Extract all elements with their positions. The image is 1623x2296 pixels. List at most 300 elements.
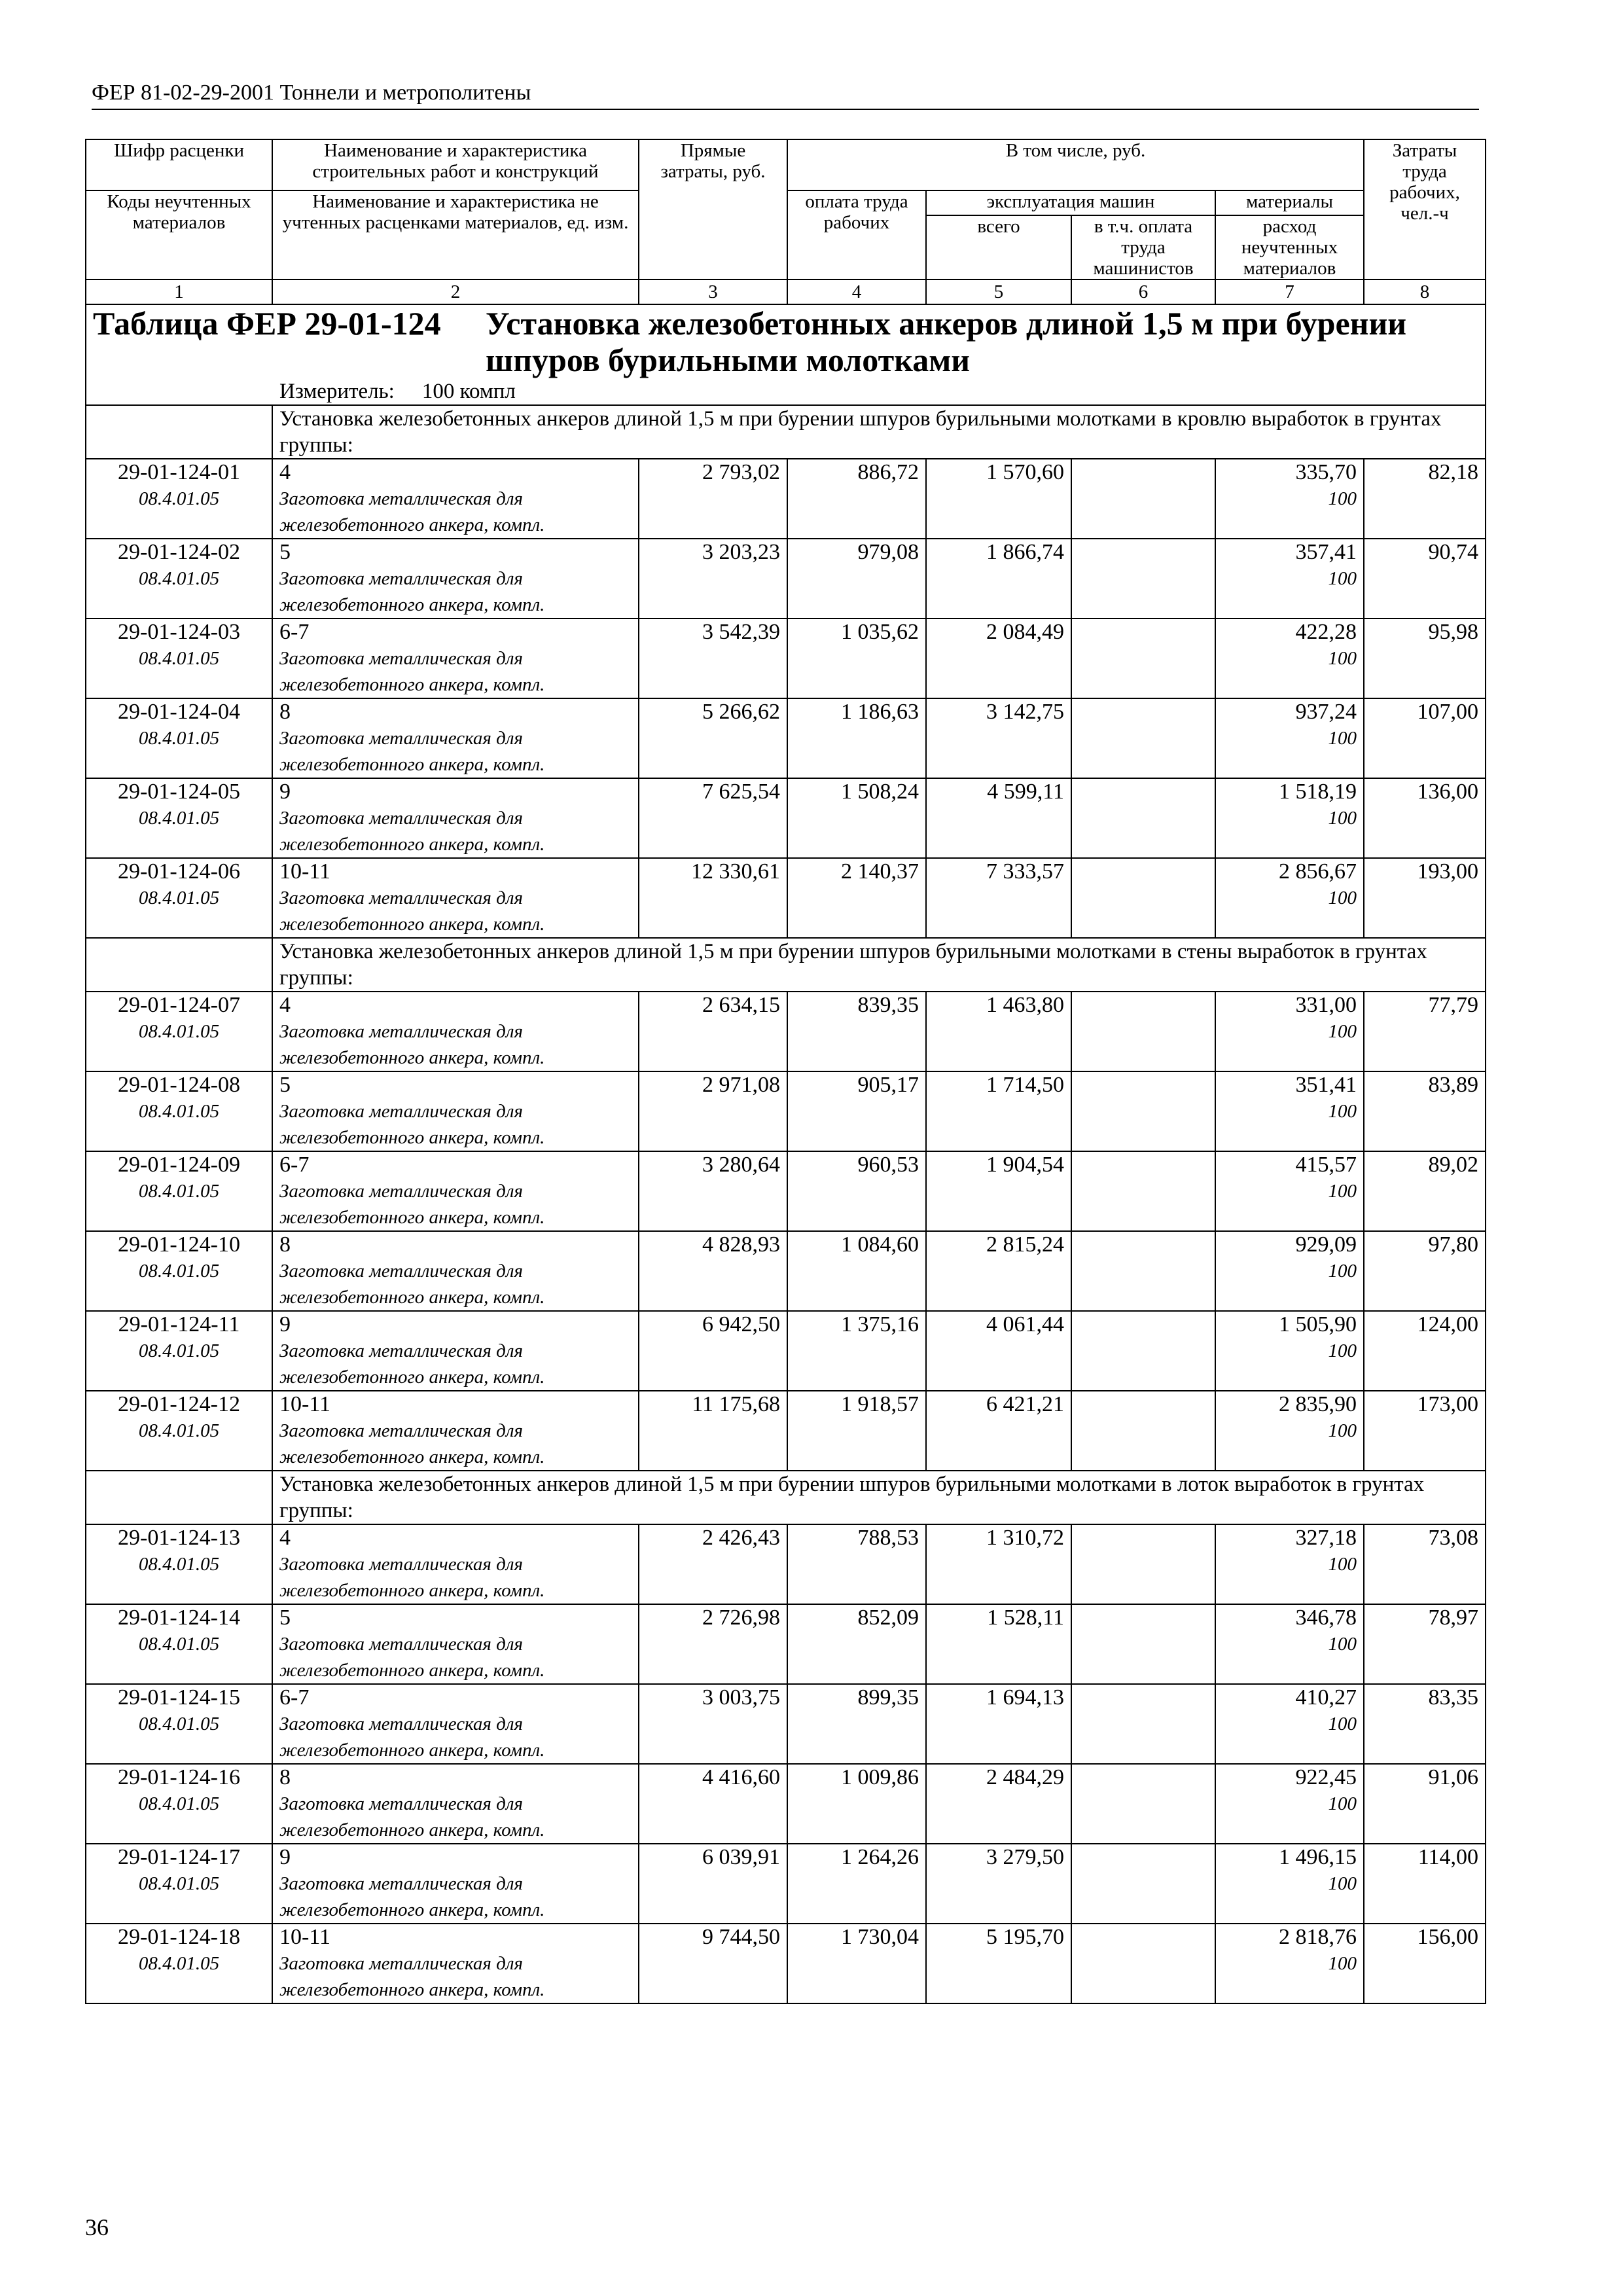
table-row (86, 858, 1486, 938)
table-meter: Измеритель: 100 компл (279, 380, 516, 403)
rate-code-cell (86, 1524, 272, 1604)
rate-code-cell (86, 1764, 272, 1844)
rate-code-cell (86, 1924, 272, 2003)
rate-code: 29-01-124-02 (118, 540, 240, 564)
rate-code: 29-01-124-09 (118, 1153, 240, 1177)
rate-code-cell (86, 1151, 272, 1231)
material-qty: 100 (1328, 1101, 1357, 1122)
materials-cell (1215, 1231, 1364, 1311)
header-col-number: 4 (787, 279, 926, 304)
material-name: Заготовка металлическая для железобетонного анкера, компл. (279, 1420, 545, 1467)
worker-pay: 905,17 (787, 1071, 926, 1151)
soil-group: 8 (279, 700, 291, 724)
materials-cell (1215, 539, 1364, 619)
work-name-cell (272, 619, 639, 698)
materials-cost: 1 518,19 (1279, 780, 1357, 804)
machines-total: 3 279,50 (926, 1844, 1071, 1924)
materials-cell (1215, 778, 1364, 858)
material-code: 08.4.01.05 (138, 1713, 220, 1734)
section-spacer (86, 938, 272, 992)
material-qty: 100 (1328, 1021, 1357, 1042)
direct-cost: 3 203,23 (639, 539, 787, 619)
direct-cost: 6 039,91 (639, 1844, 787, 1924)
machinist-pay (1071, 1311, 1215, 1391)
materials-cost: 1 505,90 (1279, 1312, 1357, 1336)
worker-pay: 1 508,24 (787, 778, 926, 858)
materials-cell (1215, 1684, 1364, 1764)
machinist-pay (1071, 1844, 1215, 1924)
material-code: 08.4.01.05 (138, 1793, 220, 1814)
materials-cost: 2 818,76 (1279, 1925, 1357, 1949)
direct-cost: 5 266,62 (639, 698, 787, 778)
work-name-cell (272, 1311, 639, 1391)
rate-code-cell (86, 778, 272, 858)
worker-pay: 886,72 (787, 459, 926, 539)
worker-pay: 1 009,86 (787, 1764, 926, 1844)
material-name: Заготовка металлическая для железобетонного анкера, компл. (279, 568, 545, 615)
machines-total: 3 142,75 (926, 698, 1071, 778)
material-name: Заготовка металлическая для железобетонного анкера, компл. (279, 1873, 545, 1920)
rate-code-cell (86, 619, 272, 698)
work-name-cell (272, 1764, 639, 1844)
worker-pay: 899,35 (787, 1684, 926, 1764)
machines-total: 1 310,72 (926, 1524, 1071, 1604)
material-code: 08.4.01.05 (138, 1101, 220, 1122)
material-name: Заготовка металлическая для железобетонного анкера, компл. (279, 1261, 545, 1308)
labor-hours: 91,06 (1364, 1764, 1486, 1844)
material-name: Заготовка металлическая для железобетонного анкера, компл. (279, 648, 545, 695)
rate-code-cell (86, 698, 272, 778)
rate-code-cell (86, 1231, 272, 1311)
machines-total: 5 195,70 (926, 1924, 1071, 2003)
rate-code-cell (86, 1844, 272, 1924)
work-name-cell (272, 1391, 639, 1471)
material-name: Заготовка металлическая для железобетонного анкера, компл. (279, 1713, 545, 1761)
header-material-names: Наименование и характеристика не учтенных расценками материалов, ед. изм. (272, 190, 639, 279)
materials-cost: 346,78 (1295, 1605, 1357, 1630)
materials-cell (1215, 992, 1364, 1071)
machinist-pay (1071, 1604, 1215, 1684)
materials-cost: 415,57 (1295, 1153, 1357, 1177)
table-row (86, 1604, 1486, 1684)
labor-hours: 156,00 (1364, 1924, 1486, 2003)
rate-code-cell (86, 858, 272, 938)
labor-hours: 173,00 (1364, 1391, 1486, 1471)
machines-total: 2 815,24 (926, 1231, 1071, 1311)
labor-hours: 193,00 (1364, 858, 1486, 938)
work-name-cell (272, 1924, 639, 2003)
material-code: 08.4.01.05 (138, 1181, 220, 1202)
labor-hours: 83,89 (1364, 1071, 1486, 1151)
material-name: Заготовка металлическая для железобетонного анкера, компл. (279, 1554, 545, 1601)
work-name-cell (272, 1844, 639, 1924)
material-code: 08.4.01.05 (138, 1261, 220, 1282)
worker-pay: 979,08 (787, 539, 926, 619)
rates-table (85, 139, 1486, 2004)
soil-group: 6-7 (279, 1153, 310, 1177)
soil-group: 9 (279, 1845, 291, 1869)
material-qty: 100 (1328, 1181, 1357, 1202)
running-header: ФЕР 81-02-29-2001 Тоннели и метрополитены (92, 80, 1479, 110)
soil-group: 8 (279, 1765, 291, 1789)
material-name: Заготовка металлическая для железобетонного анкера, компл. (279, 1101, 545, 1148)
work-name-cell (272, 1684, 639, 1764)
table-row (86, 1151, 1486, 1231)
direct-cost: 3 542,39 (639, 619, 787, 698)
material-qty: 100 (1328, 568, 1357, 589)
table-row (86, 619, 1486, 698)
soil-group: 9 (279, 1312, 291, 1336)
table-row (86, 778, 1486, 858)
materials-cell (1215, 1604, 1364, 1684)
worker-pay: 1 264,26 (787, 1844, 926, 1924)
rate-code-cell (86, 992, 272, 1071)
materials-cost: 2 856,67 (1279, 859, 1357, 884)
labor-hours: 107,00 (1364, 698, 1486, 778)
material-qty: 100 (1328, 648, 1357, 669)
materials-cost: 929,09 (1295, 1232, 1357, 1257)
material-qty: 100 (1328, 1261, 1357, 1282)
machines-total: 1 694,13 (926, 1684, 1071, 1764)
header-worker-pay: оплата труда рабочих (787, 190, 926, 279)
material-qty: 100 (1328, 1793, 1357, 1814)
labor-hours: 124,00 (1364, 1311, 1486, 1391)
materials-cell (1215, 1311, 1364, 1391)
work-name-cell (272, 858, 639, 938)
materials-cost: 2 835,90 (1279, 1392, 1357, 1416)
table-row (86, 1844, 1486, 1924)
labor-hours: 114,00 (1364, 1844, 1486, 1924)
table-row (86, 1684, 1486, 1764)
direct-cost: 6 942,50 (639, 1311, 787, 1391)
rate-code-cell (86, 1311, 272, 1391)
rate-code-cell (86, 1391, 272, 1471)
material-qty: 100 (1328, 1340, 1357, 1361)
material-name: Заготовка металлическая для железобетонного анкера, компл. (279, 1793, 545, 1840)
rate-code: 29-01-124-15 (118, 1685, 240, 1710)
table-row (86, 1391, 1486, 1471)
material-code: 08.4.01.05 (138, 808, 220, 829)
header-direct-cost: Прямые затраты, руб. (639, 139, 787, 279)
direct-cost: 9 744,50 (639, 1924, 787, 2003)
material-code: 08.4.01.05 (138, 1420, 220, 1441)
direct-cost: 2 426,43 (639, 1524, 787, 1604)
materials-cost: 922,45 (1295, 1765, 1357, 1789)
direct-cost: 11 175,68 (639, 1391, 787, 1471)
material-code: 08.4.01.05 (138, 1873, 220, 1894)
direct-cost: 4 828,93 (639, 1231, 787, 1311)
direct-cost: 2 726,98 (639, 1604, 787, 1684)
rate-code: 29-01-124-06 (118, 859, 240, 884)
header-including: В том числе, руб. (787, 139, 1364, 190)
machinist-pay (1071, 698, 1215, 778)
materials-cell (1215, 1151, 1364, 1231)
worker-pay: 1 035,62 (787, 619, 926, 698)
material-name: Заготовка металлическая для железобетонного анкера, компл. (279, 1634, 545, 1681)
rate-code-cell (86, 1604, 272, 1684)
section-title: Установка железобетонных анкеров длиной 1,5 м при бурении шпуров бурильными молотками в стены выработок в грунтах группы: (272, 938, 1486, 992)
rate-code-cell (86, 539, 272, 619)
worker-pay: 1 730,04 (787, 1924, 926, 2003)
materials-cell (1215, 858, 1364, 938)
table-title-cell (86, 304, 1486, 405)
machinist-pay (1071, 1924, 1215, 2003)
rate-code: 29-01-124-10 (118, 1232, 240, 1257)
rate-code: 29-01-124-14 (118, 1605, 240, 1630)
table-number: Таблица ФЕР 29-01-124 (93, 305, 441, 342)
work-name-cell (272, 1231, 639, 1311)
worker-pay: 1 918,57 (787, 1391, 926, 1471)
materials-cost: 1 496,15 (1279, 1845, 1357, 1869)
table-row (86, 1924, 1486, 2003)
worker-pay: 852,09 (787, 1604, 926, 1684)
table-row (86, 1524, 1486, 1604)
materials-cost: 351,41 (1295, 1073, 1357, 1097)
labor-hours: 78,97 (1364, 1604, 1486, 1684)
soil-group: 8 (279, 1232, 291, 1257)
material-code: 08.4.01.05 (138, 488, 220, 509)
material-qty: 100 (1328, 728, 1357, 749)
material-name: Заготовка металлическая для железобетонного анкера, компл. (279, 1340, 545, 1388)
materials-cost: 410,27 (1295, 1685, 1357, 1710)
table-row (86, 459, 1486, 539)
soil-group: 9 (279, 780, 291, 804)
work-name-cell (272, 1524, 639, 1604)
machines-total: 1 714,50 (926, 1071, 1071, 1151)
materials-cell (1215, 1391, 1364, 1471)
labor-hours: 95,98 (1364, 619, 1486, 698)
rate-code-cell (86, 1684, 272, 1764)
rate-code: 29-01-124-03 (118, 620, 240, 644)
machinist-pay (1071, 778, 1215, 858)
machines-total: 1 904,54 (926, 1151, 1071, 1231)
rate-code: 29-01-124-08 (118, 1073, 240, 1097)
work-name-cell (272, 698, 639, 778)
soil-group: 6-7 (279, 620, 310, 644)
machines-total: 2 484,29 (926, 1764, 1071, 1844)
machinist-pay (1071, 1684, 1215, 1764)
rate-code: 29-01-124-07 (118, 993, 240, 1017)
machinist-pay (1071, 1231, 1215, 1311)
soil-group: 4 (279, 460, 291, 484)
worker-pay: 2 140,37 (787, 858, 926, 938)
direct-cost: 12 330,61 (639, 858, 787, 938)
material-code: 08.4.01.05 (138, 1021, 220, 1042)
header-machines-total: всего (926, 215, 1071, 279)
soil-group: 5 (279, 540, 291, 564)
worker-pay: 1 375,16 (787, 1311, 926, 1391)
materials-cost: 422,28 (1295, 620, 1357, 644)
material-code: 08.4.01.05 (138, 1554, 220, 1575)
material-qty: 100 (1328, 1554, 1357, 1575)
work-name-cell (272, 539, 639, 619)
rate-code: 29-01-124-18 (118, 1925, 240, 1949)
materials-cell (1215, 1071, 1364, 1151)
labor-hours: 73,08 (1364, 1524, 1486, 1604)
material-qty: 100 (1328, 808, 1357, 829)
rate-code: 29-01-124-13 (118, 1526, 240, 1550)
table-name: Установка железобетонных анкеров длиной 1,5 м при бурении шпуров бурильными молотками (486, 305, 1407, 378)
material-name: Заготовка металлическая для железобетонного анкера, компл. (279, 1181, 545, 1228)
section-title: Установка железобетонных анкеров длиной 1,5 м при бурении шпуров бурильными молотками в кровлю выработок в грунтах группы: (272, 405, 1486, 459)
header-name-cell: Наименование и характеристика строительных работ и конструкций (272, 139, 639, 190)
materials-cost: 357,41 (1295, 540, 1357, 564)
soil-group: 10-11 (279, 859, 331, 884)
table-row (86, 1764, 1486, 1844)
materials-cell (1215, 1924, 1364, 2003)
material-name: Заготовка металлическая для железобетонного анкера, компл. (279, 888, 545, 935)
soil-group: 10-11 (279, 1925, 331, 1949)
material-code: 08.4.01.05 (138, 1953, 220, 1974)
machines-total: 7 333,57 (926, 858, 1071, 938)
machines-total: 1 866,74 (926, 539, 1071, 619)
header-material-codes: Коды неучтенных материалов (86, 190, 272, 279)
section-title: Установка железобетонных анкеров длиной 1,5 м при бурении шпуров бурильными молотками в лоток выработок в грунтах группы: (272, 1471, 1486, 1524)
header-machines: эксплуатация машин (926, 190, 1215, 215)
material-code: 08.4.01.05 (138, 728, 220, 749)
machines-total: 6 421,21 (926, 1391, 1071, 1471)
machinist-pay (1071, 858, 1215, 938)
soil-group: 4 (279, 993, 291, 1017)
rate-code: 29-01-124-11 (118, 1312, 240, 1336)
materials-cost: 937,24 (1295, 700, 1357, 724)
machinist-pay (1071, 1071, 1215, 1151)
header-machinist-pay: в т.ч. оплата труда машинистов (1071, 215, 1215, 279)
labor-hours: 90,74 (1364, 539, 1486, 619)
machinist-pay (1071, 1764, 1215, 1844)
work-name-cell (272, 778, 639, 858)
material-qty: 100 (1328, 1873, 1357, 1894)
soil-group: 4 (279, 1526, 291, 1550)
work-name-cell (272, 992, 639, 1071)
materials-cell (1215, 1764, 1364, 1844)
rate-code: 29-01-124-01 (118, 460, 240, 484)
worker-pay: 1 186,63 (787, 698, 926, 778)
rate-code: 29-01-124-05 (118, 780, 240, 804)
material-code: 08.4.01.05 (138, 1340, 220, 1361)
machinist-pay (1071, 619, 1215, 698)
worker-pay: 1 084,60 (787, 1231, 926, 1311)
section-spacer (86, 1471, 272, 1524)
section-spacer (86, 405, 272, 459)
soil-group: 10-11 (279, 1392, 331, 1416)
header-col-number: 5 (926, 279, 1071, 304)
rate-code-cell (86, 1071, 272, 1151)
machines-total: 1 528,11 (926, 1604, 1071, 1684)
material-name: Заготовка металлическая для железобетонного анкера, компл. (279, 1953, 545, 2000)
rate-code-cell (86, 459, 272, 539)
header-col-number: 6 (1071, 279, 1215, 304)
machines-total: 1 570,60 (926, 459, 1071, 539)
machinist-pay (1071, 459, 1215, 539)
labor-hours: 97,80 (1364, 1231, 1486, 1311)
materials-cell (1215, 459, 1364, 539)
material-code: 08.4.01.05 (138, 888, 220, 908)
materials-cell (1215, 619, 1364, 698)
material-qty: 100 (1328, 1634, 1357, 1655)
materials-cell (1215, 698, 1364, 778)
header-col-number: 2 (272, 279, 639, 304)
material-qty: 100 (1328, 1953, 1357, 1974)
header-col-number: 7 (1215, 279, 1364, 304)
machines-total: 4 061,44 (926, 1311, 1071, 1391)
table-row (86, 1231, 1486, 1311)
material-code: 08.4.01.05 (138, 1634, 220, 1655)
material-name: Заготовка металлическая для железобетонного анкера, компл. (279, 1021, 545, 1068)
header-unaccounted-materials: расход неучтенных материалов (1215, 215, 1364, 279)
material-name: Заготовка металлическая для железобетонного анкера, компл. (279, 728, 545, 775)
machinist-pay (1071, 1524, 1215, 1604)
worker-pay: 960,53 (787, 1151, 926, 1231)
table-row (86, 539, 1486, 619)
work-name-cell (272, 1071, 639, 1151)
rate-code: 29-01-124-04 (118, 700, 240, 724)
header-labor-hours: Затраты труда рабочих, чел.-ч (1364, 139, 1486, 279)
labor-hours: 136,00 (1364, 778, 1486, 858)
table-row (86, 1311, 1486, 1391)
machines-total: 4 599,11 (926, 778, 1071, 858)
direct-cost: 2 971,08 (639, 1071, 787, 1151)
material-name: Заготовка металлическая для железобетонного анкера, компл. (279, 808, 545, 855)
header-col-number: 1 (86, 279, 272, 304)
materials-cost: 327,18 (1295, 1526, 1357, 1550)
material-qty: 100 (1328, 488, 1357, 509)
materials-cost: 335,70 (1295, 460, 1357, 484)
materials-cell (1215, 1844, 1364, 1924)
material-code: 08.4.01.05 (138, 648, 220, 669)
labor-hours: 82,18 (1364, 459, 1486, 539)
direct-cost: 3 280,64 (639, 1151, 787, 1231)
direct-cost: 4 416,60 (639, 1764, 787, 1844)
work-name-cell (272, 1604, 639, 1684)
direct-cost: 2 634,15 (639, 992, 787, 1071)
work-name-cell (272, 1151, 639, 1231)
labor-hours: 77,79 (1364, 992, 1486, 1071)
machinist-pay (1071, 992, 1215, 1071)
material-qty: 100 (1328, 888, 1357, 908)
direct-cost: 2 793,02 (639, 459, 787, 539)
labor-hours: 83,35 (1364, 1684, 1486, 1764)
table-row (86, 1071, 1486, 1151)
material-code: 08.4.01.05 (138, 568, 220, 589)
worker-pay: 839,35 (787, 992, 926, 1071)
machinist-pay (1071, 1151, 1215, 1231)
material-qty: 100 (1328, 1420, 1357, 1441)
table-row (86, 698, 1486, 778)
materials-cost: 331,00 (1295, 993, 1357, 1017)
worker-pay: 788,53 (787, 1524, 926, 1604)
material-qty: 100 (1328, 1713, 1357, 1734)
soil-group: 6-7 (279, 1685, 310, 1710)
materials-cell (1215, 1524, 1364, 1604)
header-col-number: 8 (1364, 279, 1486, 304)
work-name-cell (272, 459, 639, 539)
soil-group: 5 (279, 1073, 291, 1097)
direct-cost: 3 003,75 (639, 1684, 787, 1764)
page-number: 36 (85, 2214, 109, 2240)
header-code-cell: Шифр расценки (86, 139, 272, 190)
rate-code: 29-01-124-17 (118, 1845, 240, 1869)
table-row (86, 992, 1486, 1071)
header-col-number: 3 (639, 279, 787, 304)
rate-code: 29-01-124-12 (118, 1392, 240, 1416)
machinist-pay (1071, 539, 1215, 619)
labor-hours: 89,02 (1364, 1151, 1486, 1231)
soil-group: 5 (279, 1605, 291, 1630)
direct-cost: 7 625,54 (639, 778, 787, 858)
machines-total: 1 463,80 (926, 992, 1071, 1071)
header-materials: материалы (1215, 190, 1364, 215)
